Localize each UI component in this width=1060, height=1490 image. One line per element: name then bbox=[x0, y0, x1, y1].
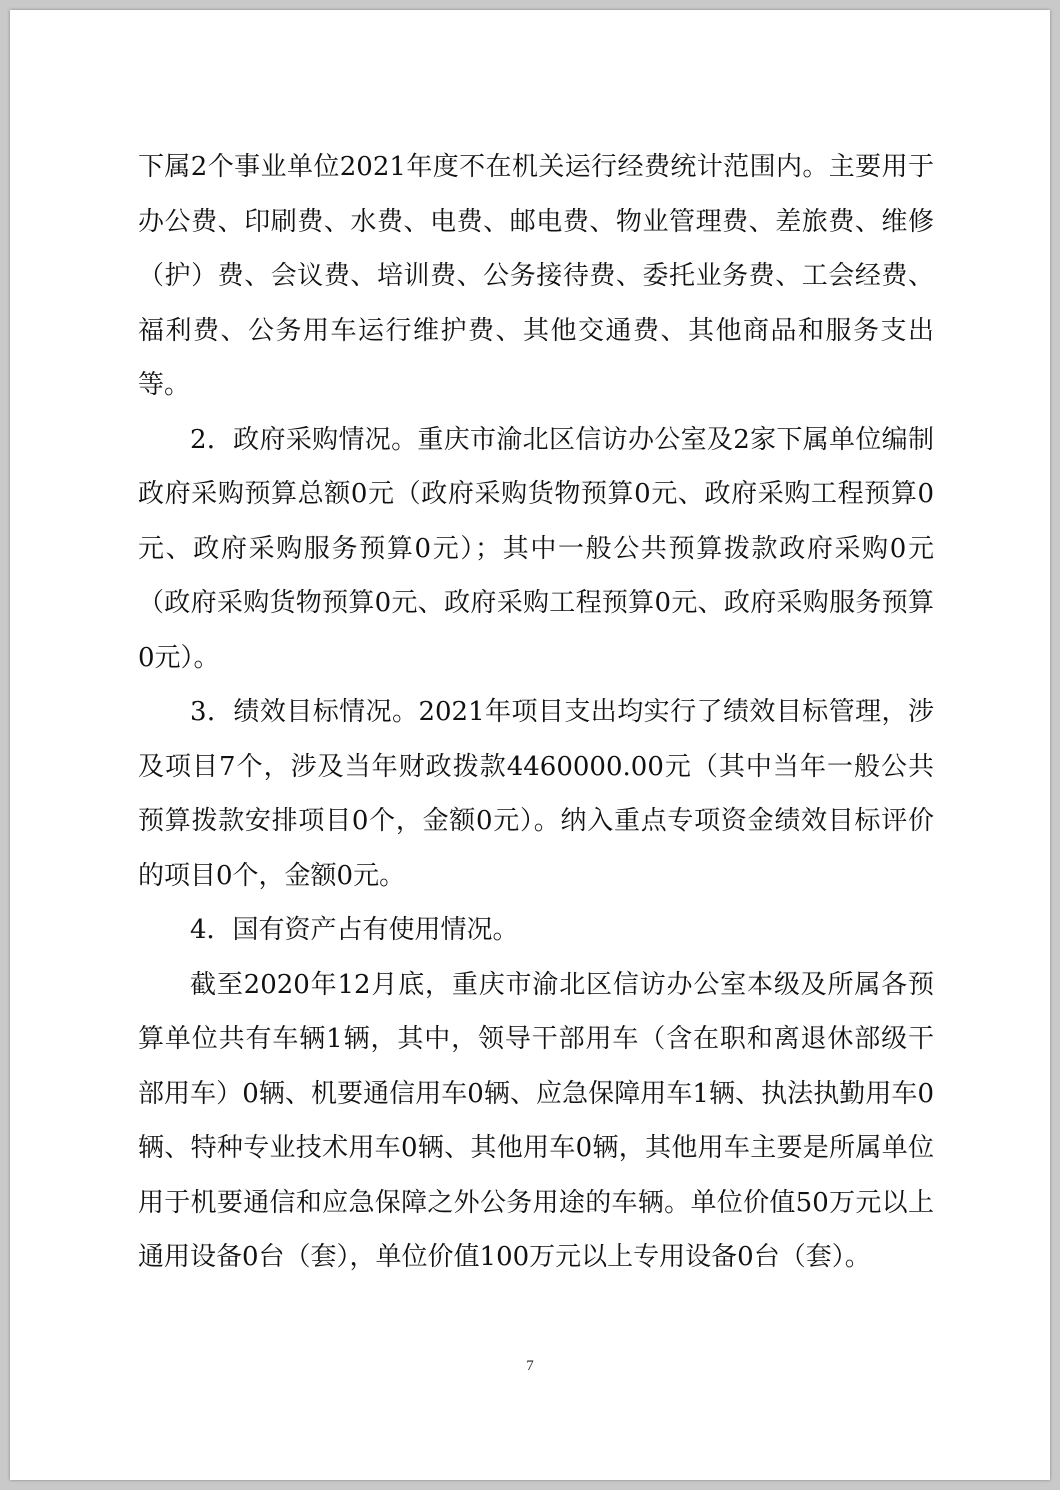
paragraph-state-assets-heading: 4．国有资产占有使用情况。 bbox=[190, 915, 519, 945]
document-body bbox=[138, 140, 934, 1285]
paragraph-public-funds-usage: 下属2个事业单位2021年度不在机关运行经费统计范围内。主要用于办公费、印刷费、水费、电费、邮电费、物业管理费、差旅费、维修（护）费、会议费、培训费、公务接待费、委托业务费、工会经费、福利费、公务用车运行维护费、其他交通费、其他商品和服务支出等。 bbox=[138, 152, 934, 400]
paragraph-performance-targets: 3．绩效目标情况。2021年项目支出均实行了绩效目标管理，涉及项目7个，涉及当年财政拨款4460000.00元（其中当年一般公共预算拨款安排项目0个，金额0元）。纳入重点专项资金绩效目标评价的项目0个，金额0元。 bbox=[138, 697, 934, 891]
document-page bbox=[10, 10, 1050, 1480]
paragraph-state-assets-detail: 截至2020年12月底，重庆市渝北区信访办公室本级及所属各预算单位共有车辆1辆，其中，领导干部用车（含在职和离退休部级干部用车）0辆、机要通信用车0辆、应急保障用车1辆、执法执勤用车0辆、特种专业技术用车0辆、其他用车0辆，其他用车主要是所属单位用于机要通信和应急保障之外公务用途的车辆。单位价值50万元以上通用设备0台（套），单位价值100万元以上专用设备0台（套）。 bbox=[138, 969, 934, 1272]
paragraph-government-procurement: 2．政府采购情况。重庆市渝北区信访办公室及2家下属单位编制政府采购预算总额0元（政府采购货物预算0元、政府采购工程预算0元、政府采购服务预算0元）；其中一般公共预算拨款政府采购0元（政府采购货物预算0元、政府采购工程预算0元、政府采购服务预算0元）。 bbox=[138, 424, 934, 673]
page-number: 7 bbox=[526, 1358, 534, 1374]
